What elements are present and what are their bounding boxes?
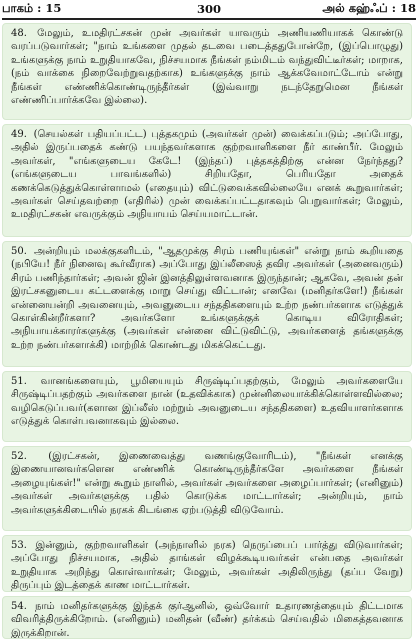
verse-54	[2, 596, 412, 639]
verse-number: 50.	[11, 246, 27, 257]
verse-text: (இரட்சகன், இணைவைத்து வணங்குவோரிடம்), "நீங்கள் எனக்கு இணையானவர்களென எண்ணிக் கொண்டிருந்தீர்களே அவர்களை நீங்கள் அழையுங்கள்!" என்று கூறும் நாளில், அவர்கள் அவர்களை அழைப்பார்கள்; (எனினும்) அவர்கள் அவர்களுக்கு பதில் கொடுக்க மாட்டார்கள்; அன்றியும், நாம் அவர்களுக்கிடையில் நரகக் கிடங்கை ஏற்படுத்தி விடுவோம்.	[11, 451, 403, 516]
verse-number: 54.	[11, 601, 27, 612]
part-label: பாகம் : 15	[2, 0, 62, 15]
verse-53	[2, 535, 412, 592]
verse-list	[2, 23, 412, 643]
verse-number: 52.	[11, 451, 27, 462]
page-header	[2, 0, 416, 17]
verse-text: இன்னும், குற்றவாளிகள் (அந்நாளில் நரக) நெருப்பைப் பார்த்து விடுவார்கள்; அப்போது நிச்சயமாக, அதில் தாங்கள் விழக்கூடியவர்கள் என்பதை அவர்கள் உறுதியாக அறிந்து கொள்வார்கள்; மேலும், அவர்கள் அதிலிருந்து (தப்ப வேறு) திருப்பும் இடத்தைக் காண மாட்டார்கள்.	[11, 540, 403, 592]
verse-50	[2, 241, 412, 367]
verse-number: 51.	[11, 376, 27, 387]
chapter-label: அல் கஹ்ஃப் : 18	[322, 0, 416, 15]
verse-text: மேலும், உமதிரட்சகன் முன் அவர்கள் யாவரும் அணியணியாகக் கொண்டு வரப்படுவார்கள்; "நாம் உங்களை முதல் தடவை படைத்ததுபோன்றே, (இப்பொழுது) உங்களுக்கு நாம் உறுதியாகவே, நிச்சயமாக நீங்கள் நம்மிடம் வந்துவிட்டீர்கள்; மாறாக, (நம் வாக்கை நிறைவேற்றுவதற்காக) உங்களுக்கு நாம் ஆக்கவேமாட்டோம் என்று நீங்கள் எண்ணிக்கொண்டிருந்தீர்கள் (இவ்வாறு நடந்தேறுமென நீங்கள் எண்ணிப்பார்க்கவே இல்லை).	[11, 28, 403, 107]
verse-text: அன்றியும் மலக்குகளிடம், "ஆதமுக்கு சிரம் பணியுங்கள்" என்று நாம் கூறியதை (நபியே! நீர் நினைவு கூர்வீராக) அப்போது இப்லீஸைத் தவிர அவர்கள் (அனைவரும்) சிரம் பணிந்தார்கள்; அவன் ஜின் இனத்திலுள்ளவனாக இருந்தான்; ஆகவே, அவன் தன் இரட்சகனுடைய கட்டளைக்கு மாறு செய்து விட்டான்; எனவே (மனிதர்களே!) நீங்கள் என்னையன்றி அவனையும், அவனுடைய சந்ததிகளையும் உற்ற நண்பர்களாக எடுத்துக் கொள்கின்றீர்களா? அவர்களோ உங்களுக்குக் கொடிய விரோதிகள்; அநியாயக்காரர்களுக்கு (அவர்கள் என்னை விட்டுவிட்டு, அவர்களைத் தங்களுக்கு உற்ற நண்பர்களாக்கி) மாற்றிக் கொண்டது மிகக்கெட்டது.	[11, 246, 403, 351]
verse-number: 53.	[11, 540, 27, 551]
verse-52	[2, 446, 412, 531]
verse-number: 48.	[11, 28, 27, 39]
page-number: 300	[196, 1, 221, 16]
verse-51	[2, 371, 412, 442]
verse-number: 49.	[11, 129, 27, 140]
verse-49	[2, 124, 412, 237]
verse-text: நாம் மனிதர்களுக்கு இந்தக் குர்ஆனில், ஒவ்வோர் உதாரணத்தையும் திட்டமாக விவரித்திருக்கிறோம். (எனினும்) மனிதன் (வீண்) தர்க்கம் செய்வதில் மிகைத்தவனாக இருக்கிறான்.	[11, 601, 403, 639]
verse-text: (செயல்கள் பதியப்பட்ட) புத்தகமும் (அவர்கள் முன்) வைக்கப்படும்; அப்போது, அதில் இருப்பதைக் கண்டு பயந்தவர்களாக குற்றவாளிகளை நீர் காண்பீர். மேலும் அவர்கள், "எங்களுடைய கேடே! (இந்தப்) புத்தகத்திற்கு என்ன நேர்ந்தது? (எங்களுடைய பாவங்களில்) சிறியதோ, பெரியதோ அதைக் கணக்கெடுத்துக்கொள்ளாமல் (எதையும்) விட்டுவைக்கவில்லையே எனக் கூறுவார்கள்; அவர்கள் செய்தவற்றை (எதிரில்) முன் வைக்கப்பட்டதாகவும் பெறுவார்கள்; மேலும், உமதிரட்சகன் எவருக்கும் அநியாயம் செய்யமாட்டான்.	[11, 129, 404, 221]
verse-text: வானங்களையும், பூமியையும் சிருஷ்டிப்பதற்கும், மேலும் அவர்களையே சிருஷ்டிப்பதற்கும் அவர்களை நான் (உதவிக்காக) முன்னிலையாக்கிக்கொள்ளவில்லை; வழிகெடுப்பவர்(களான இப்லீஸ் மற்றும் அவனுடைய சந்ததிகளை) உதவியாளர்களாக எடுத்துக் கொள்பவனாகவும் இல்லை.	[11, 376, 403, 428]
header-divider	[2, 18, 416, 20]
verse-48	[2, 23, 412, 120]
